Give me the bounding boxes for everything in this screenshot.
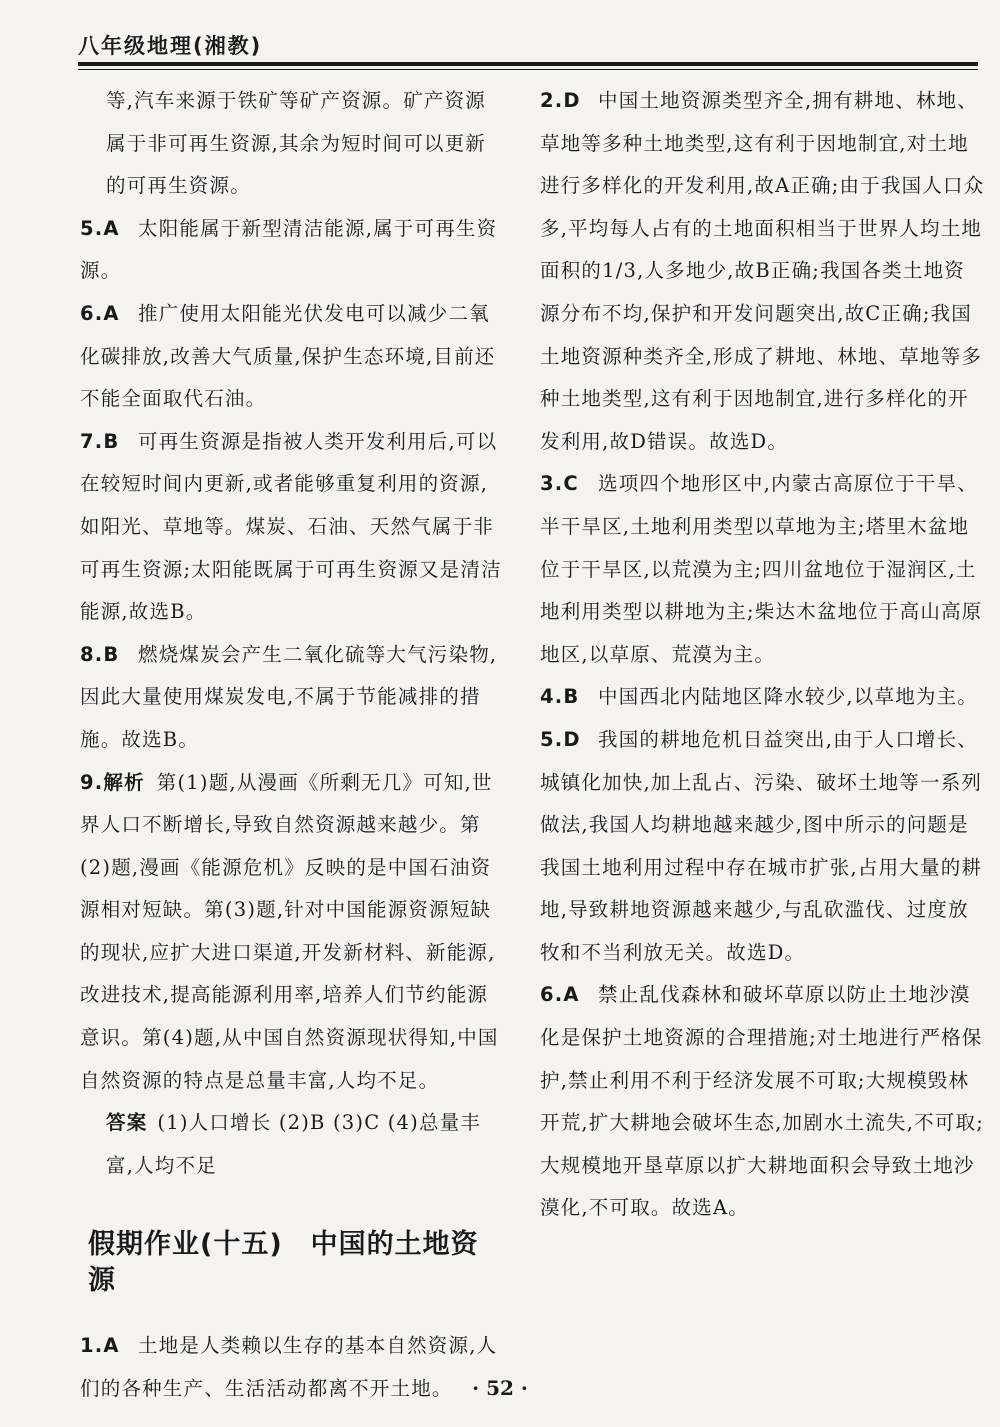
item-text: 土地是人类赖以生存的基本自然资源,人们的各种生产、生活活动都离不开土地。 <box>80 1334 498 1401</box>
answer-item-3 <box>540 463 985 676</box>
item-number: 2.D <box>540 89 581 112</box>
answer-item-2 <box>540 80 985 463</box>
analysis-label: 解析 <box>103 770 145 794</box>
item-text: 中国土地资源类型齐全,拥有耕地、林地、草地等多种土地类型,这有利于因地制宜,对土地进行多样化的开发利用,故A正确;由于我国人口众多,平均每人占有的土地面积相当于世界人均土地面积的1/3,人多地少,故B正确;我国各类土地资源分布不均,保护和开发问题突出,故C正确;我国土地资源种类齐全,形成了耕地、林地、草地等多种土地类型,这有利于因地制宜,进行多样化的开发利用,故D错误。故选D。 <box>540 89 985 453</box>
continuation-text: 等,汽车来源于铁矿等矿产资源。矿产资源属于非可再生资源,其余为短时间可以更新的可再生资源。 <box>106 89 486 198</box>
answer-label: 答案 <box>106 1111 148 1135</box>
answer-item-8 <box>80 634 505 762</box>
item-text: 推广使用太阳能光伏发电可以减少二氧化碳排放,改善大气质量,保护生态环境,目前还不能全面取代石油。 <box>80 301 496 411</box>
analysis-text: 第(1)题,从漫画《所剩无几》可知,世界人口不断增长,导致自然资源越来越少。第(2)题,漫画《能源危机》反映的是中国石油资源相对短缺。第(3)题,针对中国能源资源短缺的现状,应扩大进口渠道,开发新材料、新能源,改进技术,提高能源利用率,培养人们节约能源意识。第(4)题,从中国自然资源现状得知,中国自然资源的特点是总量丰富,人均不足。 <box>80 770 499 1092</box>
item-number: 1.A <box>80 1334 120 1358</box>
answer-item-6 <box>80 293 505 421</box>
item-number: 4.B <box>540 685 580 709</box>
item-text: 燃烧煤炭会产生二氧化硫等大气污染物,因此大量使用煤炭发电,不属于节能减排的措施。故选B。 <box>80 642 498 751</box>
header-title: 八年级地理(湘教) <box>78 34 263 58</box>
item-number: 6.A <box>540 983 580 1007</box>
item-number: 5.D <box>540 727 581 751</box>
answer-item-9 <box>80 762 505 1188</box>
header-rule-thin <box>78 69 978 70</box>
right-column <box>540 80 985 1230</box>
answer-text: (1)人口增长 (2)B (3)C (4)总量丰富,人均不足 <box>106 1111 482 1177</box>
answer-item-4 <box>540 676 985 719</box>
item-number: 3.C <box>540 472 579 496</box>
item-text: 选项四个地形区中,内蒙古高原位于干旱、半干旱区,土地利用类型以草地为主;塔里木盆地位于干旱区,以荒漠为主;四川盆地位于湿润区,土地利用类型以耕地为主;柴达木盆地位于高山高原地区,以草原、荒漠为主。 <box>540 472 983 666</box>
item-number: 6.A <box>80 301 120 325</box>
header-rule <box>78 62 978 66</box>
item-text: 太阳能属于新型清洁能源,属于可再生资源。 <box>80 216 498 283</box>
item-text: 我国的耕地危机日益突出,由于人口增长、城镇化加快,加上乱占、污染、破坏土地等一系列做法,我国人均耕地越来越少,图中所示的问题是我国土地利用过程中存在城市扩张,占用大量的耕地,导致耕地资源越来越少,与乱砍滥伐、过度放牧和不当利放无关。故选D。 <box>540 727 983 964</box>
answer-item-6a <box>540 974 985 1230</box>
left-column <box>80 80 505 1411</box>
item-number: 8.B <box>80 642 120 666</box>
answer-item-5 <box>80 208 505 293</box>
answer-item-5d <box>540 719 985 975</box>
item-text: 禁止乱伐森林和破坏草原以防止土地沙漠化是保护土地资源的合理措施;对土地进行严格保护,禁止利用不利于经济发展不可取;大规模毁林开荒,扩大耕地会破坏生态,加剧水土流失,不可取;大规模地开垦草原以扩大耕地面积会导致土地沙漠化,不可取。故选A。 <box>540 983 984 1220</box>
answer-item-7 <box>80 421 505 634</box>
item-number: 9. <box>80 770 104 794</box>
section-title: 假期作业(十五) 中国的土地资源 <box>88 1229 479 1297</box>
item-text: 可再生资源是指被人类开发利用后,可以在较短时间内更新,或者能够重复利用的资源,如阳光、草地等。煤炭、石油、天然气属于非可再生资源;太阳能既属于可再生资源又是清洁能源,故选B。 <box>80 429 502 624</box>
item-number: 7.B <box>80 429 120 453</box>
page-number: · 52 · <box>472 1376 528 1400</box>
item-number: 5.A <box>80 216 120 240</box>
item-text: 中国西北内陆地区降水较少,以草地为主。 <box>598 685 978 709</box>
